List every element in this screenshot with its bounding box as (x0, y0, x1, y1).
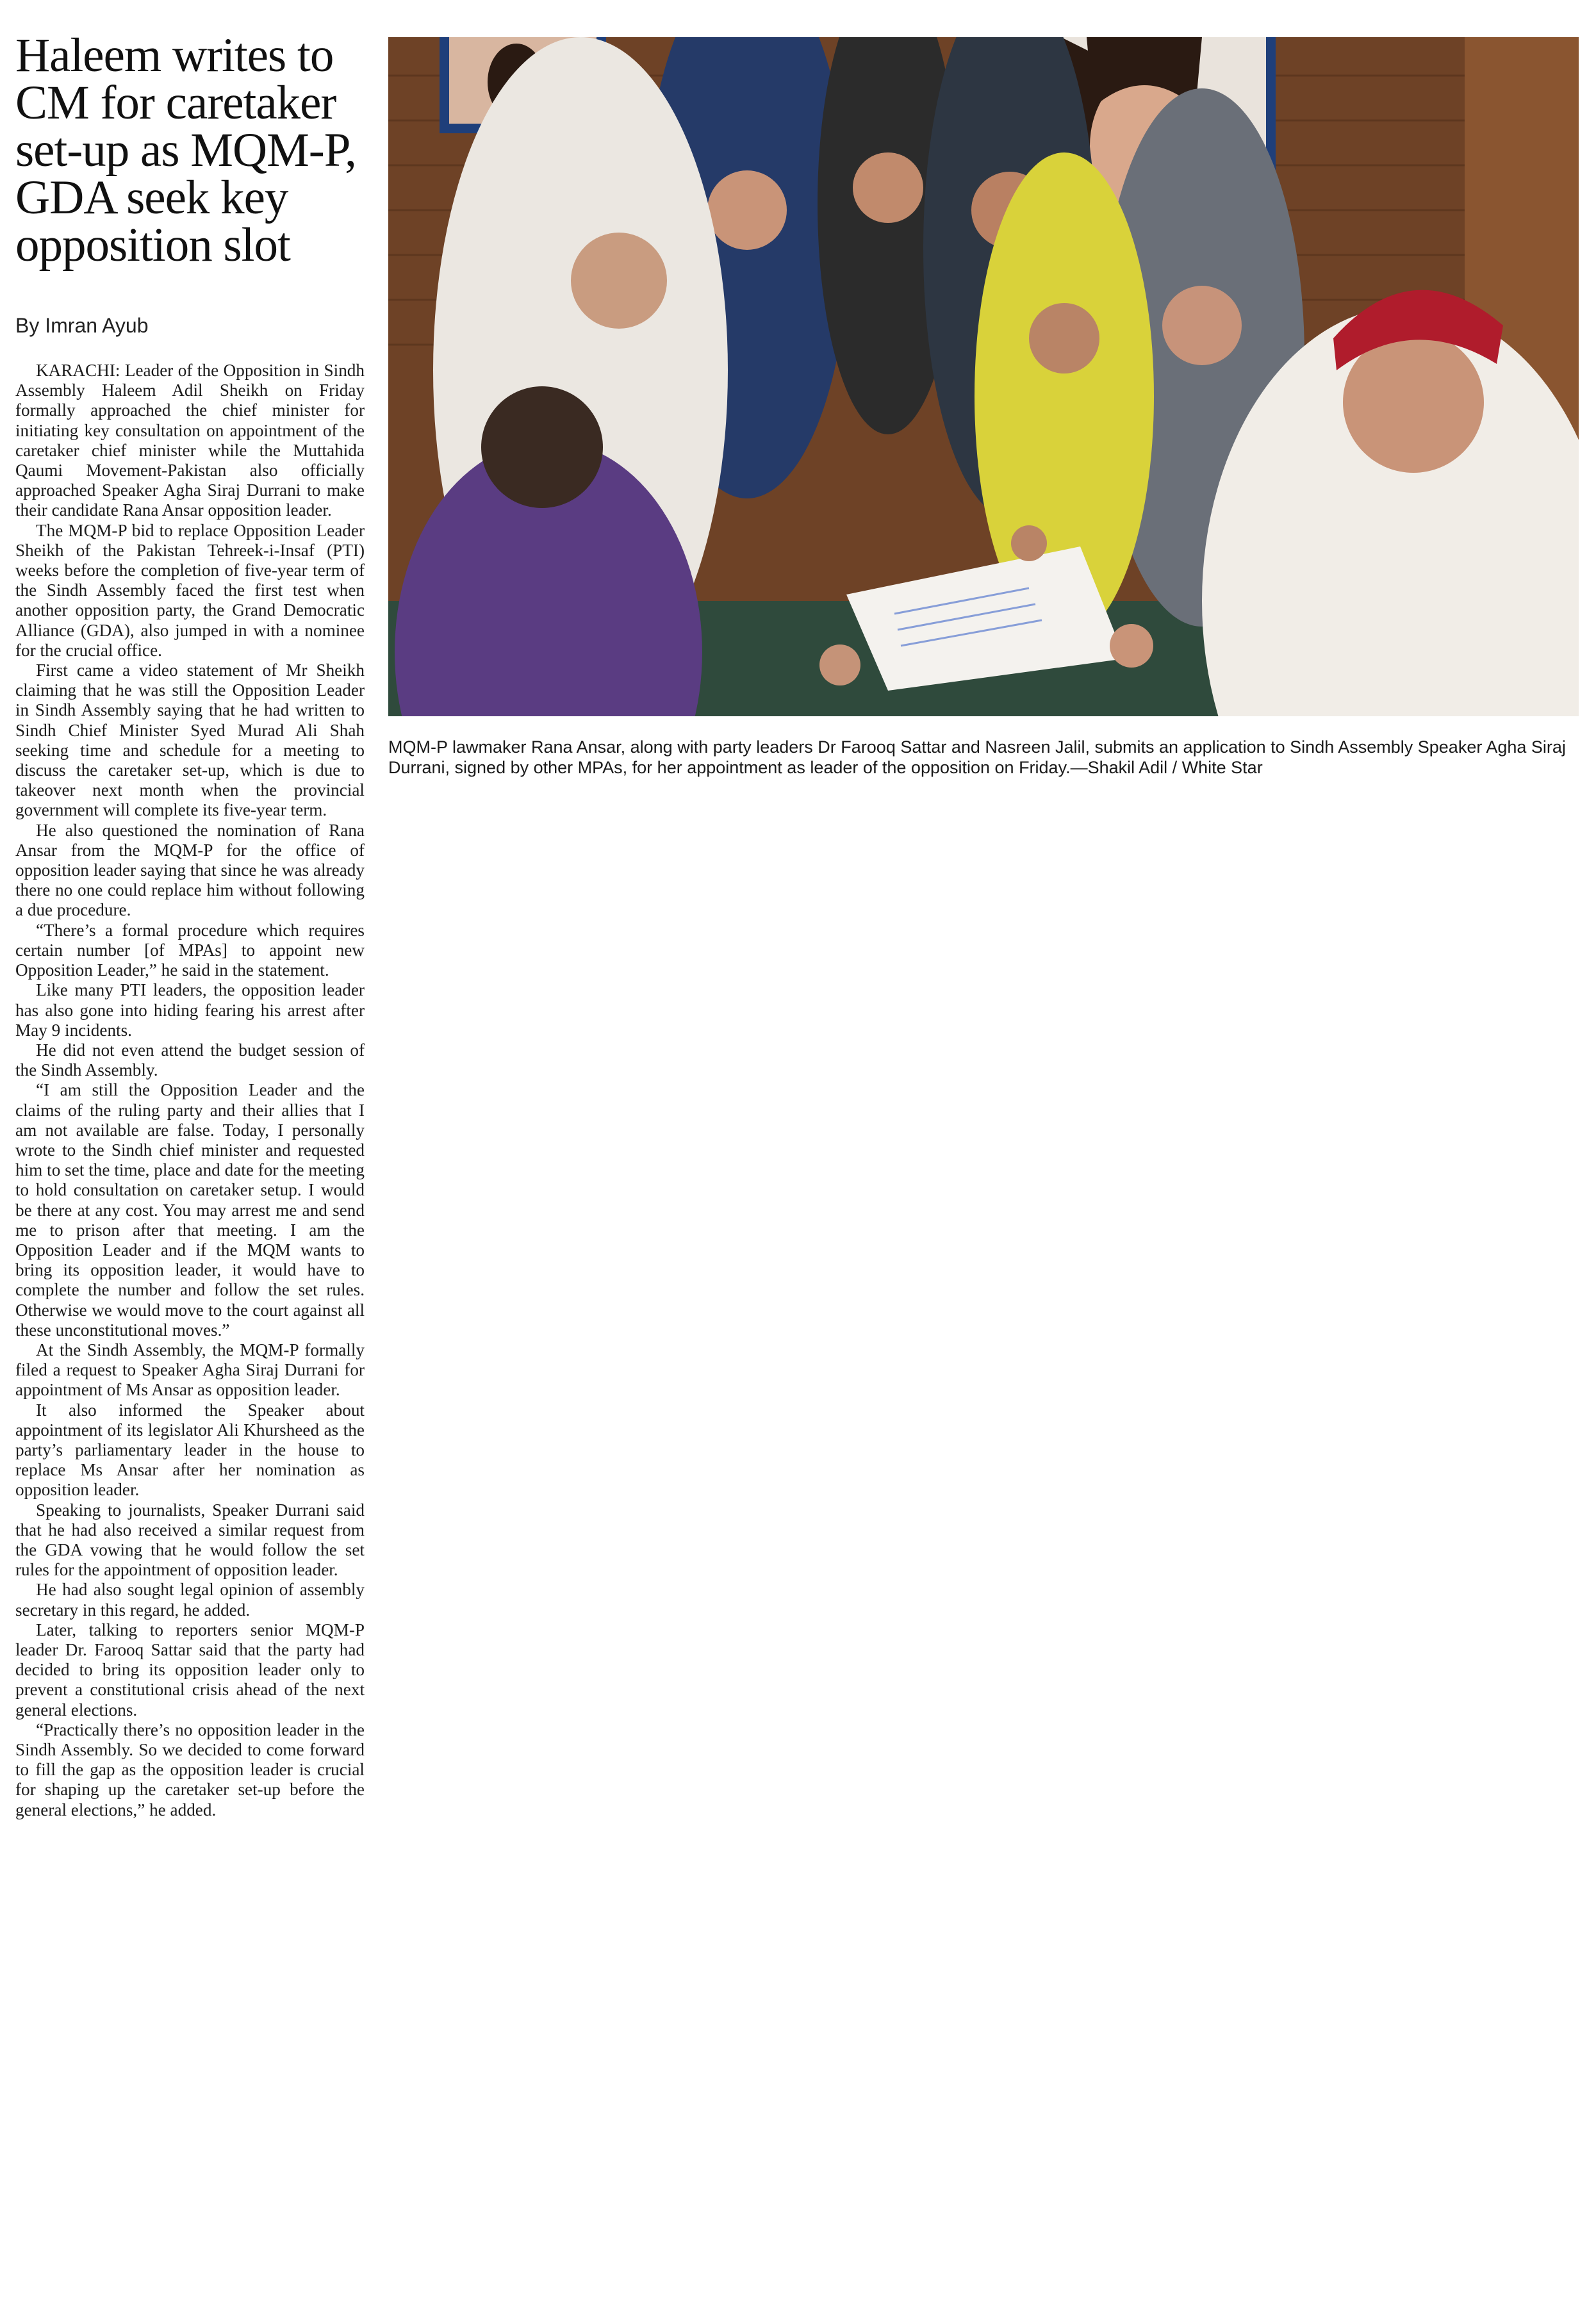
byline: By Imran Ayub (15, 314, 149, 337)
paragraph: He had also sought legal opinion of assembly secretary in this regard, he added. (15, 1580, 365, 1620)
photo-illustration (388, 37, 1579, 716)
paragraph: Like many PTI leaders, the opposition leader has also gone into hiding fearing his arrest after May 9 incidents. (15, 980, 365, 1040)
photo-caption: MQM-P lawmaker Rana Ansar, along with party leaders Dr Farooq Sattar and Nasreen Jalil, submits an application to Sindh Assembly Speaker Agha Siraj Durrani, signed by other MPAs, for her appointment as leader of the opposition on Friday.—Shakil Adil / White Star (388, 737, 1566, 777)
news-photo (388, 37, 1579, 716)
paragraph: Speaking to journalists, Speaker Durrani said that he had also received a similar request from the GDA vowing that he would follow the set rules for the appointment of opposition leader. (15, 1500, 365, 1580)
paragraph: It also informed the Speaker about appointment of its legislator Ali Khursheed as the party’s parliamentary leader in the house to replace Ms Ansar after her nomination as opposition leader. (15, 1400, 365, 1500)
paragraph: “There’s a formal procedure which requires certain number [of MPAs] to appoint new Opposition Leader,” he said in the statement. (15, 920, 365, 980)
paragraph: “Practically there’s no opposition leader in the Sindh Assembly. So we decided to come forward to fill the gap as the opposition leader is crucial for shaping up the caretaker set-up before the general elections,” he added. (15, 1720, 365, 1819)
paragraph: First came a video statement of Mr Sheikh claiming that he was still the Opposition Leader in Sindh Assembly saying that he had written to Sindh Chief Minister Syed Murad Ali Shah seeking time and schedule for a meeting to discuss the caretaker set-up, which is due to takeover next month when the provincial government will complete its five-year term. (15, 661, 365, 820)
paragraph: At the Sindh Assembly, the MQM-P formally filed a request to Speaker Agha Siraj Durrani for appointment of Ms Ansar as opposition leader. (15, 1340, 365, 1400)
paragraph: “I am still the Opposition Leader and the claims of the ruling party and their allies that I am not available are false. Today, I personally wrote to the Sindh chief minister and requested him to set the time, place and date for the meeting to hold consultation on caretaker setup. I would be there at any cost. You may arrest me and send me to prison after that meeting. I am the Opposition Leader and if the MQM wants to bring its opposition leader, it would have to complete the number and follow the set rules. Otherwise we would move to the court against all these unconstitutional moves.” (15, 1080, 365, 1340)
paragraph: KARACHI: Leader of the Opposition in Sindh Assembly Haleem Adil Sheikh on Friday formally approached the chief minister for initiating key consultation on appointment of the caretaker chief minister while the Muttahida Qaumi Movement-Pakistan also officially approached Speaker Agha Siraj Durrani to make their candidate Rana Ansar opposition leader. (15, 361, 365, 520)
article-column (15, 29, 365, 1820)
headline: Haleem writes to CM for caretaker set-up as MQM-P, GDA seek key opposition slot (15, 29, 356, 272)
paragraph: He did not even attend the budget session of the Sindh Assembly. (15, 1040, 365, 1080)
article-body (15, 361, 365, 1820)
paragraph: He also questioned the nomination of Rana Ansar from the MQM-P for the office of opposition leader saying that since he was already there no one could replace him without following a due procedure. (15, 820, 365, 920)
paragraph: Later, talking to reporters senior MQM-P leader Dr. Farooq Sattar said that the party had decided to bring its opposition leader only to prevent a constitutional crisis ahead of the next general elections. (15, 1620, 365, 1720)
paragraph: The MQM-P bid to replace Opposition Leader Sheikh of the Pakistan Tehreek-i-Insaf (PTI) weeks before the completion of five-year term of the Sindh Assembly faced the first test when another opposition party, the Grand Democratic Alliance (GDA), also jumped in with a nominee for the crucial office. (15, 520, 365, 660)
